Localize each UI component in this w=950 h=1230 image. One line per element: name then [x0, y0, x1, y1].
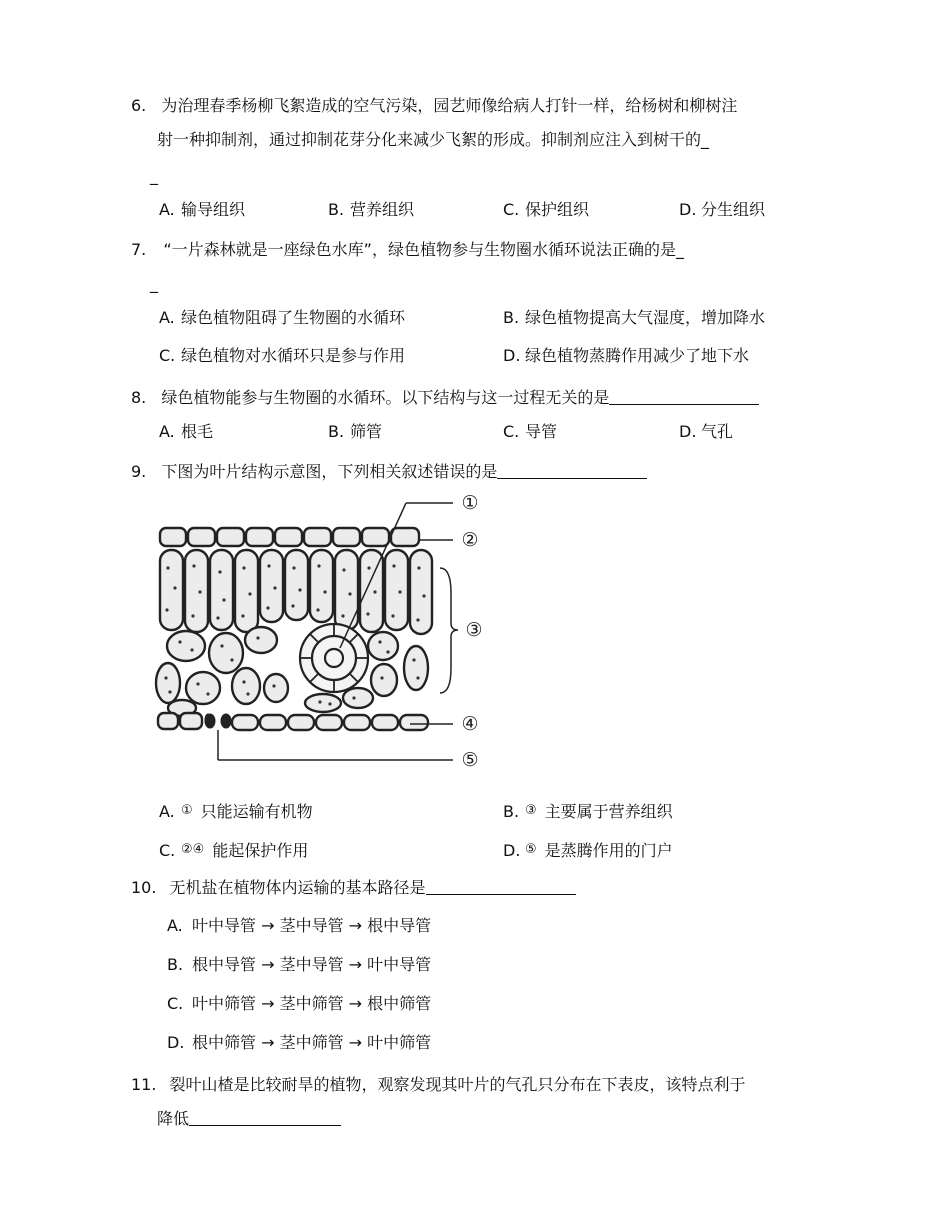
q6-text-3: _	[150, 166, 158, 185]
figure-label-3: ③	[465, 619, 483, 641]
q9-option-a: A. ① 只能运输有机物	[159, 802, 313, 821]
q10-answer-blank[interactable]	[426, 878, 576, 895]
q11-answer-blank[interactable]	[189, 1109, 341, 1126]
q6-number: 6.	[131, 96, 147, 115]
q11-text-2: 降低	[157, 1109, 190, 1128]
q6-line1	[131, 96, 737, 116]
q10-option-a-letter: A.	[167, 916, 183, 935]
q10-line1	[131, 878, 576, 898]
q7-option-c: C. 绿色植物对水循环只是参与作用	[159, 346, 406, 365]
q9-number: 9.	[131, 462, 147, 481]
q7-option-b: B. 绿色植物提高大气湿度，增加降水	[503, 308, 766, 327]
q6-option-a: A. 输导组织	[159, 200, 246, 219]
q9-option-b: B. ③ 主要属于营养组织	[503, 802, 673, 821]
q11-text-1: 裂叶山楂是比较耐旱的植物，观察发现其叶片的气孔只分布在下表皮，该特点利于	[169, 1075, 746, 1094]
figure-label-4: ④	[461, 713, 479, 735]
q8-answer-blank[interactable]	[609, 388, 759, 405]
q8-number: 8.	[131, 388, 147, 407]
q8-option-a: A. 根毛	[159, 422, 214, 441]
q8-text: 绿色植物能参与生物圈的水循环。以下结构与这一过程无关的是	[161, 388, 610, 407]
q8-line1	[131, 388, 759, 408]
q11-number: 11.	[131, 1075, 157, 1094]
q10-option-c: 叶中筛管 → 茎中筛管 → 根中筛管	[192, 994, 432, 1013]
q10-option-c-letter: C.	[167, 994, 184, 1013]
q9-answer-blank[interactable]	[497, 462, 647, 479]
figure-label-1: ①	[461, 492, 479, 514]
q10-option-b: 根中导管 → 茎中导管 → 叶中导管	[192, 955, 432, 974]
q9-option-c: C. ②④ 能起保护作用	[159, 841, 309, 860]
q6-text-2: 射一种抑制剂，通过抑制花芽分化来减少飞絮的形成。抑制剂应注入到树干的_	[157, 130, 710, 149]
q6-option-c: C. 保护组织	[503, 200, 590, 219]
q7-line1	[131, 240, 684, 260]
q7-text-2: _	[150, 274, 158, 293]
q8-option-c: C. 导管	[503, 422, 558, 441]
figure-label-2: ②	[461, 529, 479, 551]
q6-text-1: 为治理春季杨柳飞絮造成的空气污染，园艺师像给病人打针一样，给杨树和柳树注	[161, 96, 738, 115]
q6-option-b: B. 营养组织	[328, 200, 415, 219]
figure-label-5: ⑤	[461, 749, 479, 771]
q9-text: 下图为叶片结构示意图，下列相关叙述错误的是	[161, 462, 498, 481]
q9-option-d: D. ⑤ 是蒸腾作用的门户	[503, 841, 673, 860]
q7-text-1: “一片森林就是一座绿色水库”，绿色植物参与生物圈水循环说法正确的是_	[163, 240, 684, 259]
q10-number: 10.	[131, 878, 157, 897]
q8-option-d: D. 气孔	[679, 422, 734, 441]
q7-option-d: D. 绿色植物蒸腾作用减少了地下水	[503, 346, 750, 365]
q9-line1	[131, 462, 647, 482]
q11-line1	[131, 1075, 746, 1095]
q7-option-a: A. 绿色植物阻碍了生物圈的水循环	[159, 308, 406, 327]
q10-option-d: 根中筛管 → 茎中筛管 → 叶中筛管	[192, 1033, 432, 1052]
q10-text: 无机盐在植物体内运输的基本路径是	[169, 878, 426, 897]
q10-option-a: 叶中导管 → 茎中导管 → 根中导管	[192, 916, 432, 935]
q6-option-d: D. 分生组织	[679, 200, 766, 219]
q11-line2	[157, 1109, 341, 1129]
q10-option-b-letter: B.	[167, 955, 184, 974]
q7-number: 7.	[131, 240, 147, 259]
q8-option-b: B. 筛管	[328, 422, 383, 441]
q10-option-d-letter: D.	[167, 1033, 185, 1052]
leaf-structure-figure	[148, 488, 493, 788]
